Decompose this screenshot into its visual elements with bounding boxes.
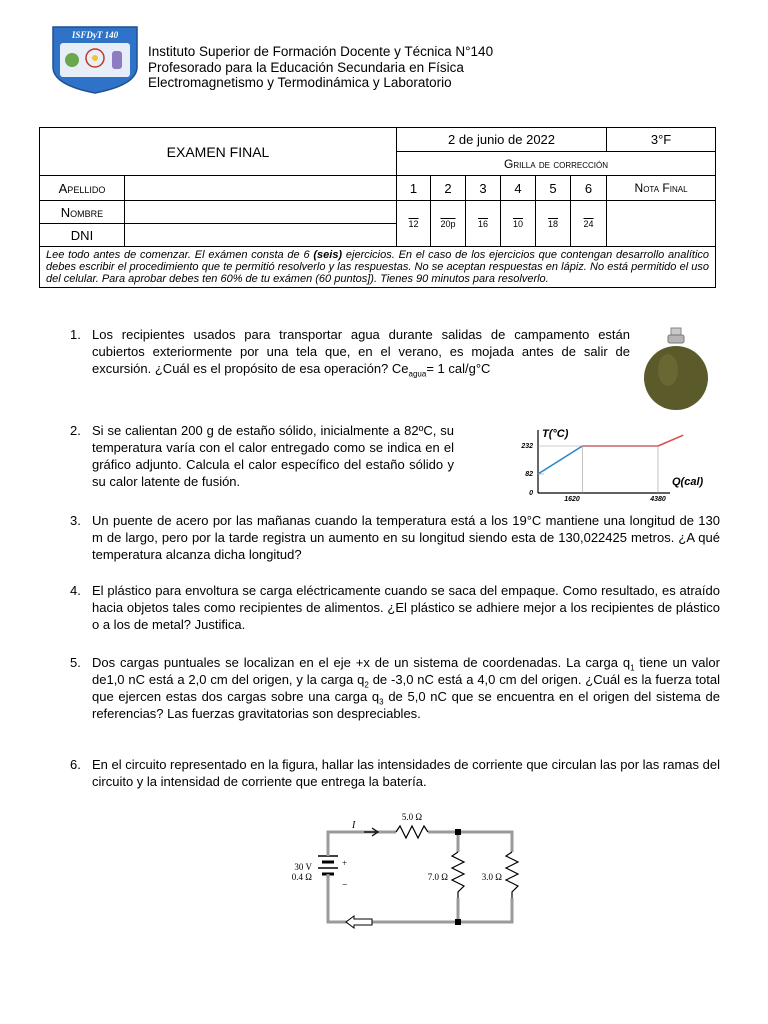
question-2: 2. Si se calientan 200 g de estaño sólido, inicialmente a 82ºC, su temperatura varía con el calor entregado como se indica en el gráfico adjunto. Calcula el calor específico del estaño sólido y su calor latente de fusión. — [70, 423, 454, 489]
temperature-heat-chart — [500, 420, 720, 504]
points-value: 16 — [478, 218, 489, 229]
question-1: 1. Los recipientes usados para transportar agua durante salidas de campamento están cubiertos exteriormente por una tela que, en el verano, es mojada antes de salir de excursión. ¿Cuál es el propósito de esa operación? $Ce_{agua}= 1$ cal/g°C — [70, 327, 630, 379]
current-label: I — [352, 820, 356, 831]
exercise-number: 6 — [571, 176, 607, 201]
points-value: 18 — [548, 218, 559, 229]
points-cell[interactable] — [571, 201, 607, 247]
battery-plus: + — [342, 858, 348, 868]
battery-resistance-label: 0.4 Ω — [291, 872, 312, 882]
series-line-3 — [658, 435, 683, 446]
question-4: 4. El plástico para envoltura se carga eléctricamente cuando se saca del empaque. Como resultado, es atraído hacia objetos tales como recipientes de alimentos. ¿El plástico se adhiere mejor a los recipientes de plástico o a los de metal? Justifica. — [70, 583, 720, 632]
points-value: 12 — [408, 218, 419, 229]
grid-title: Grilla de corrección — [397, 152, 716, 176]
apellido-label: Apellido — [40, 176, 125, 201]
question-number: 5. — [70, 655, 81, 670]
resistor-right — [506, 852, 518, 898]
current-arrow-icon — [364, 828, 378, 836]
exercise-number: 4 — [501, 176, 536, 201]
y-axis-label: T(°C) — [542, 428, 569, 440]
question-6: 6. En el circuito representado en la figura, hallar las intensidades de corriente que circulan las por las ramas del circuito y la intensidad de corriente que entrega la batería. — [70, 757, 720, 789]
exercise-number: 2 — [431, 176, 466, 201]
institution-name: Instituto Superior de Formación Docente y Técnica N°140 — [148, 44, 494, 59]
points-value: 10 — [513, 218, 524, 229]
return-arrow-icon — [346, 916, 372, 928]
exercise-number: 5 — [536, 176, 571, 201]
question-number: 6. — [70, 757, 81, 772]
final-grade-label: Nota Final — [607, 176, 716, 201]
exam-header-table — [39, 127, 716, 288]
resistor-top — [396, 826, 428, 838]
nombre-label: Nombre — [40, 201, 125, 224]
question-3: 3. Un puente de acero por las mañanas cuando la temperatura está a los 19°C mantiene una longitud de 130 m de largo, pero por la tarde registra un aumento en su longitud siendo esta de 130,022425 metros. ¿A qué temperatura alcanza dicha longitud? — [70, 513, 720, 562]
dni-field[interactable] — [125, 224, 397, 247]
institution-header — [148, 44, 493, 91]
battery-icon — [318, 846, 338, 884]
question-number: 2. — [70, 423, 81, 438]
points-cell[interactable] — [536, 201, 571, 247]
question-5: 5. Dos cargas puntuales se localizan en el eje +x de un sistema de coordenadas. La carga $q_1$ tiene un valor de1,0 nC está a 2,0 cm del origen, y la carga $q_2$ de -3,0 nC está a 4,0 cm del origen. ¿Cuál es la fuerza total que ejercen estas dos cargas sobre una carga $q_3$ de 5,0 nC que se encuentra en el origen del sistema de referencias? Las fuerzas gravitatorias son despreciables. — [70, 655, 720, 721]
exam-title: EXAMEN FINAL — [40, 128, 397, 176]
points-value: 20p — [440, 218, 456, 229]
points-cell[interactable] — [397, 201, 431, 247]
exam-date: 2 de junio de 2022 — [397, 128, 607, 152]
junction-node — [455, 829, 461, 835]
x-tick-label: 4380 — [650, 496, 666, 503]
points-cell[interactable] — [431, 201, 466, 247]
points-value: 24 — [583, 218, 594, 229]
apellido-field[interactable] — [125, 176, 397, 201]
logo-text: ISFDyT 140 — [71, 30, 119, 40]
points-cell[interactable] — [466, 201, 501, 247]
question-number: 4. — [70, 583, 81, 598]
question-number: 1. — [70, 327, 81, 342]
x-axis-label: Q(cal) — [672, 476, 704, 488]
y-tick-label: 232 — [521, 443, 533, 450]
institution-logo — [50, 25, 140, 95]
resistor-top-label: 5.0 Ω — [401, 812, 423, 822]
course-label: 3°F — [607, 128, 716, 152]
question-number: 3. — [70, 513, 81, 528]
subject-name: Electromagnetismo y Termodinámica y Laboratorio — [148, 75, 452, 90]
circuit-diagram — [280, 806, 530, 936]
junction-node — [455, 919, 461, 925]
x-tick-label: 1620 — [564, 496, 580, 503]
y-tick-label: 82 — [525, 471, 533, 478]
program-name: Profesorado para la Educación Secundaria en Física — [148, 59, 464, 75]
instructions-bold: (seis) — [313, 249, 343, 261]
microscope-icon — [65, 53, 79, 67]
final-grade-field[interactable] — [607, 201, 716, 247]
flask-icon — [112, 51, 122, 69]
resistor-right-label: 3.0 Ω — [481, 872, 502, 882]
points-cell[interactable] — [501, 201, 536, 247]
instructions: Lee todo antes de comenzar. El exámen consta de 6 (seis) ejercicios. En el caso de los ejercicios que contengan desarrollo analítico debes escribir el procedimiento que te permitió resolverlo y las respuestas. No se aceptan respuestas en lápiz. No está permitido el uso del celular. Para aprobar debes ten 60% de tu exámen (60 puntos]). Tienes 90 minutos para resolverlo. — [40, 247, 716, 288]
series-line-1 — [538, 446, 582, 474]
resistor-middle — [452, 852, 464, 898]
exercise-number: 3 — [466, 176, 501, 201]
resistor-middle-label: 7.0 Ω — [427, 872, 448, 882]
dni-label: DNI — [40, 224, 125, 247]
exercise-number: 1 — [397, 176, 431, 201]
battery-voltage-label: 30 V — [294, 862, 312, 872]
battery-minus: − — [342, 880, 348, 891]
nombre-field[interactable] — [125, 201, 397, 224]
origin-label: 0 — [529, 490, 533, 497]
canteen-image — [640, 326, 712, 412]
